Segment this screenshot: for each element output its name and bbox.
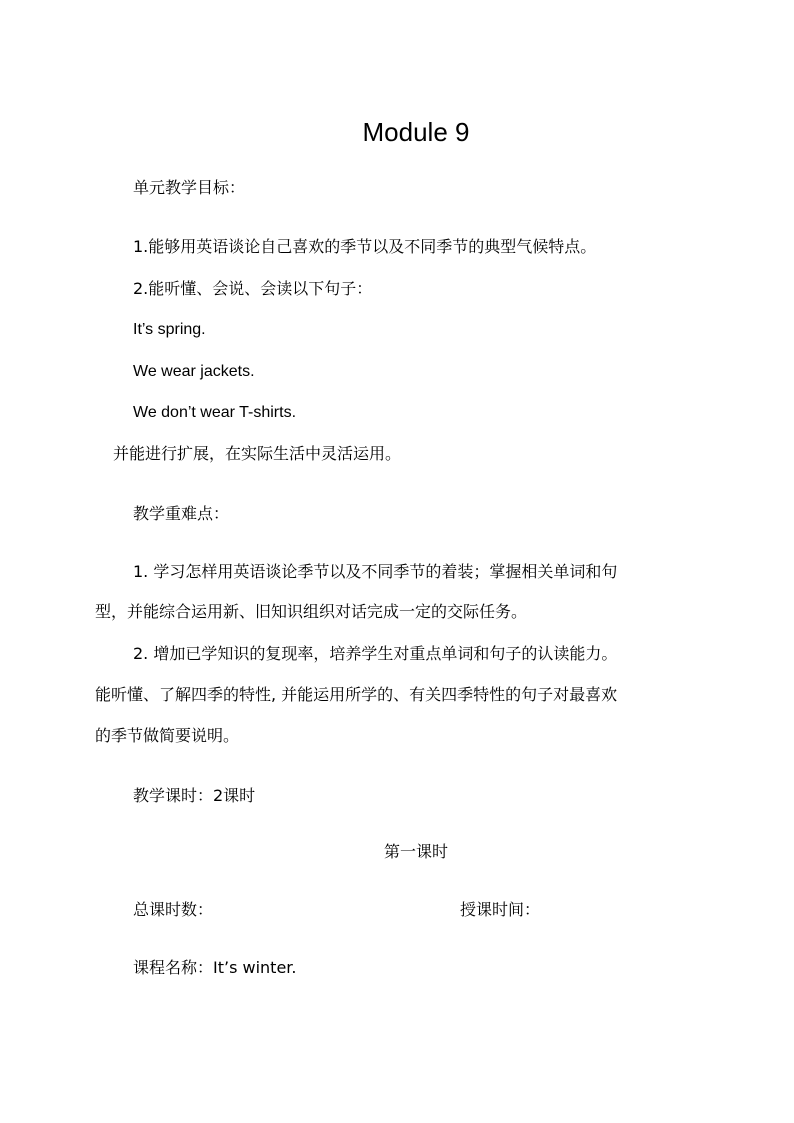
unit-goals-heading: 单元教学目标： (133, 178, 246, 197)
point-2-line-3: 的季节做简要说明。 (95, 726, 240, 745)
point-1-line-1: 1. 学习怎样用英语谈论季节以及不同季节的着装；掌握相关单词和句 (133, 562, 618, 581)
goal-1: 1.能够用英语谈论自己喜欢的季节以及不同季节的典型气候特点。 (133, 237, 597, 256)
point-1-line-2: 型，并能综合运用新、旧知识组织对话完成一定的交际任务。 (95, 602, 528, 621)
document-title: Module 9 (362, 117, 470, 147)
key-points-heading: 教学重难点： (133, 504, 230, 523)
total-hours-label: 总课时数： (133, 900, 214, 919)
lesson-heading: 第一课时 (383, 842, 448, 861)
point-2-line-2: 能听懂、了解四季的特性, 并能运用所学的、有关四季特性的句子对最喜欢 (95, 685, 618, 704)
teaching-time-label: 授课时间： (460, 900, 541, 919)
class-hours: 教学课时：2课时 (133, 786, 256, 805)
sentence-2: We wear jackets. (133, 363, 255, 380)
course-name: 课程名称：It’s winter. (133, 958, 297, 977)
sentence-1: It’s spring. (133, 321, 206, 338)
point-2-line-1: 2. 增加已学知识的复现率，培养学生对重点单词和句子的认读能力。 (133, 644, 618, 663)
goal-2: 2.能听懂、会说、会读以下句子： (133, 279, 373, 298)
extension-text: 并能进行扩展，在实际生活中灵活运用。 (113, 444, 402, 463)
sentence-3: We don’t wear T-shirts. (133, 404, 297, 421)
